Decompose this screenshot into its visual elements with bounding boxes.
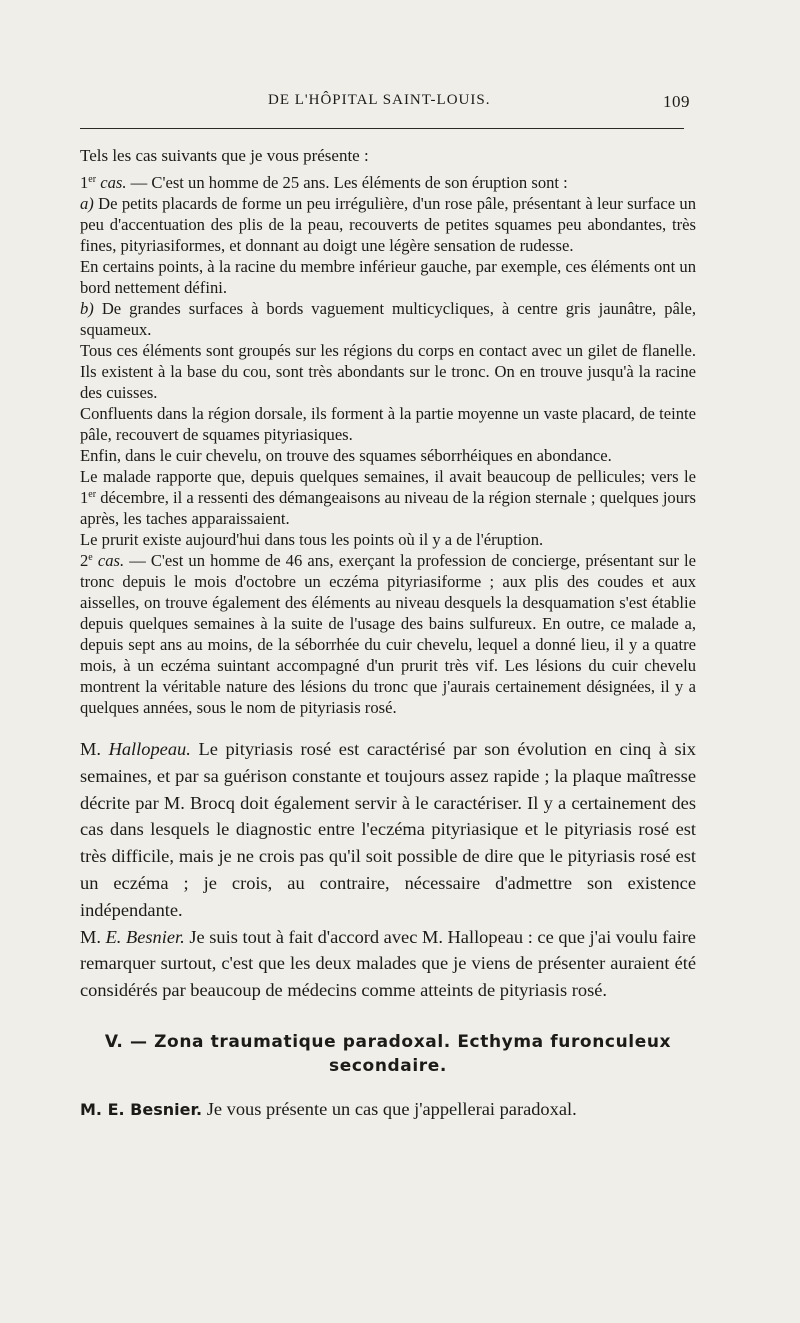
item-b-text: De grandes surfaces à bords vaguement multicycliques, à centre gris jaunâtre, pâle, squameux. [80, 299, 696, 339]
case1-paragraph-2: En certains points, à la racine du membre inférieur gauche, par exemple, ces éléments ont un bord nettement défini. [80, 257, 696, 297]
section-heading-line-2: secondaire. [329, 1055, 447, 1076]
case1-label-sup: er [88, 174, 97, 185]
case2-paragraph [80, 550, 696, 718]
case1-item-a [80, 193, 696, 256]
header-rule [80, 128, 684, 129]
case1-paragraph-3: Tous ces éléments sont groupés sur les régions du corps en contact avec un gilet de flanelle. Ils existent à la base du cou, sont très abondants sur le tronc. On en trouve jusqu'à la racine des cuisses. [80, 341, 696, 402]
hallopeau-name: Hallopeau. [108, 739, 191, 759]
case1-paragraph-4: Confluents dans la région dorsale, ils forment à la partie moyenne un vaste placard, de teinte pâle, recouvert de squames pityriasiques. [80, 404, 696, 444]
case2-label-num: 2 [80, 551, 89, 570]
p6-part-b: décembre, il a ressenti des démangeaisons au niveau de la région sternale ; quelques jours après, les taches apparaissaient. [80, 488, 697, 528]
case1-paragraph [80, 172, 696, 193]
case1-label-word: cas. [100, 173, 127, 192]
besnier-prefix: M. [80, 926, 106, 947]
section-heading-line-1: V. — Zona traumatique paradoxal. Ecthyma furonculeux [104, 1031, 672, 1052]
case-reports [80, 145, 696, 718]
final-paragraph [80, 1096, 696, 1123]
page-body [80, 145, 696, 1141]
item-b-marker: b) [80, 299, 94, 318]
besnier-text: Je suis tout à fait d'accord avec M. Hallopeau : ce que j'ai voulu faire remarquer surtout, c'est que les deux malades que je viens de présenter auraient été considérés par beaucoup de médecins comme atteints de pityriasis rosé. [80, 926, 696, 1001]
case1-item-b [80, 298, 696, 340]
case1-label-num: 1 [80, 173, 89, 192]
hallopeau-paragraph [80, 736, 696, 924]
case2-label-sup: e [88, 552, 93, 563]
case2-text: — C'est un homme de 46 ans, exerçant la profession de concierge, présentant sur le tronc depuis le mois d'octobre un eczéma pityriasiforme ; aux plis des coudes et aux aisselles, on trouve également des éléments au niveau desquels la desquamation s'est établie depuis quelques semaines à la suite de l'usage des bains sulfureux. En outre, ce malade a, depuis sept ans au moins, de la séborrhée du cuir chevelu, lequel a donné lieu, il y a quatre mois, à un eczéma suintant accompagné d'un prurit très vif. Les lésions du cuir chevelu montrent la véritable nature des lésions du tronc que j'aurais certainement désignées, il y a quelques années, sous le nom de pityriasis rosé. [80, 551, 696, 717]
besnier-name: E. Besnier. [105, 926, 185, 947]
p6-sup: er [88, 489, 97, 500]
section-heading [80, 1030, 696, 1078]
case1-paragraph-7: Le prurit existe aujourd'hui dans tous les points où il y a de l'éruption. [80, 530, 544, 549]
item-a-text: De petits placards de forme un peu irrégulière, d'un rose pâle, présentant à leur surface un peu d'accentuation des plis de la peau, recouverts de petites squames peu abondantes, très fines, pityriasiformes, et donnant au doigt une légère sensation de rudesse. [80, 194, 696, 255]
case2-label-word: cas. [97, 551, 125, 570]
discussion [80, 736, 696, 1004]
intro-paragraph: Tels les cas suivants que je vous présente : [80, 146, 369, 165]
item-a-marker: a) [80, 194, 94, 213]
final-text: Je vous présente un cas que j'appellerai paradoxal. [202, 1098, 577, 1119]
hallopeau-text: Le pityriasis rosé est caractérisé par son évolution en cinq à six semaines, et par sa guérison constante et toujours assez rapide ; la plaque maîtresse décrite par M. Brocq doit également servir à le caractériser. Il y a certainement des cas dans lesquels le diagnostic entre l'eczéma pityriasique et le pityriasis rosé est très difficile, mais je ne crois pas qu'il soit possible de dire que le pityriasis rosé est un eczéma ; je crois, au contraire, nécessaire d'admettre son existence indépendante. [80, 739, 696, 920]
running-head: DE L'HÔPITAL SAINT-LOUIS. [268, 92, 491, 108]
final-speaker: M. E. Besnier. [80, 1099, 203, 1119]
case1-paragraph-6 [80, 466, 696, 529]
page-header [80, 92, 700, 114]
besnier-paragraph [80, 924, 696, 1004]
case1-paragraph-5: Enfin, dans le cuir chevelu, on trouve des squames séborrhéiques en abondance. [80, 446, 612, 465]
hallopeau-prefix: M. [80, 739, 109, 759]
case1-lead: — C'est un homme de 25 ans. Les éléments de son éruption sont : [130, 173, 568, 192]
p6-part-a: Le malade rapporte que, depuis quelques semaines, il avait beaucoup de pellicules; vers le 1 [80, 467, 696, 507]
page-number: 109 [663, 92, 690, 111]
